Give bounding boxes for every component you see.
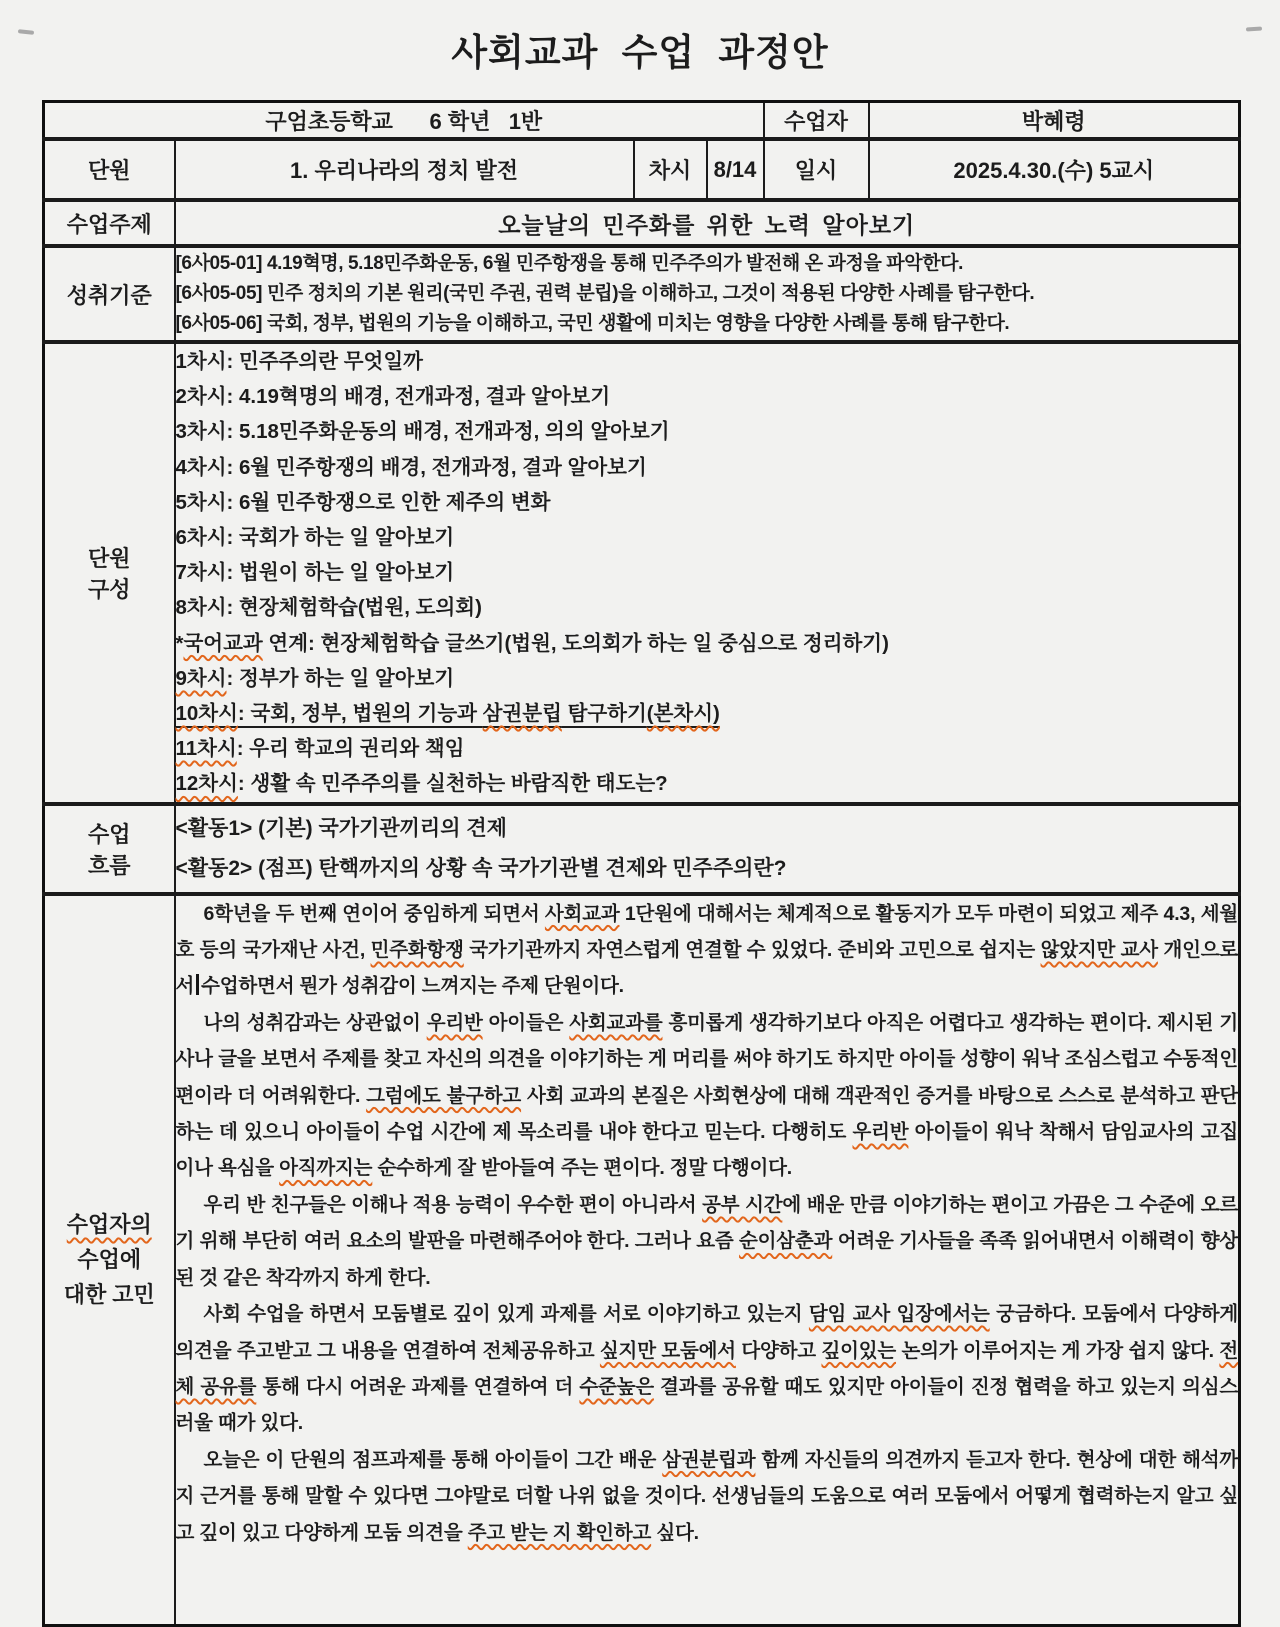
spellcheck-squiggle-text: 민주화항쟁 [370,939,464,962]
reflection-row [44,894,1240,1626]
spellcheck-squiggle-text: 우리반 [426,1011,483,1034]
unit-item-4: 4차시: 6월 민주항쟁의 배경, 전개과정, 결과 알아보기 [175,455,647,479]
unit-structure-label-cell [44,342,175,804]
teacher-name-cell: 박혜령 [869,102,1240,140]
topic-label-cell: 수업주제 [44,200,175,246]
lesson-flow-label-line-2: 흐름 [87,852,131,878]
unit-item-9: 9차시: 정부가 하는 일 알아보기 [175,666,455,690]
lesson-plan-table [42,100,1241,1627]
text-cursor-artifact [196,974,199,995]
spellcheck-squiggle-text: 아직까지는 [279,1157,373,1180]
reflection-paragraph-1: 6학년을 두 번째 연이어 중임하게 되면서 사회교과 1단원에 대해서는 체계적으로 활동지가 모두 마련이 되었고 제주 4.3, 세월호 등의 국가재난 사건, 민주화항쟁 국가기관까지 자연스럽게 연결할 수 있었다. 준비와 고민으로 쉽지는 않았지만 교사 개인으로서 수업하면서 뭔가 성취감이 느껴지는 주제 단원이다. [175,902,1238,998]
reflection-label-line-2: 수업에 [77,1247,142,1273]
activity-1: <활동1> (기본) 국가기관끼리의 견제 [175,816,507,840]
reflection-paragraph-3: 우리 반 친구들은 이해나 적용 능력이 우수한 편이 아니라서 공부 시간에 배운 만큼 이야기하는 편이고 가끔은 그 수준에 오르기 위해 부단히 여러 요소의 발판을 마련해주어야 한다. 그러나 요즘 순이삼춘과 어려운 기사들을 족족 읽어내면서 이해력이 향상된 것 같은 착각까지 하게 한다. [175,1193,1238,1289]
activity-2: <활동2> (점프) 탄핵까지의 상황 속 국가기관별 견제와 민주주의란? [175,856,787,880]
standard-item-1: [6사05-01] 4.19혁명, 5.18민주화운동, 6월 민주항쟁을 통해 민주주의가 발전해 온 과정을 파악한다. [175,253,963,274]
unit-item-5: 5차시: 6월 민주항쟁으로 인한 제주의 변화 [175,490,551,514]
unit-item-korean-link: *국어교과 연계: 현장체험학습 글쓰기(법원, 도의회가 하는 일 중심으로 정리하기) [175,631,889,655]
unit-label-cell: 단원 [44,139,175,200]
unit-item-6: 6차시: 국회가 하는 일 알아보기 [175,526,455,550]
unit-item-3: 3차시: 5.18민주화운동의 배경, 전개과정, 의의 알아보기 [175,420,670,444]
period-label-cell: 차시 [634,139,707,200]
spellcheck-squiggle-text: 수준높은 [579,1375,654,1398]
period-value-cell: 8/14 [707,139,764,200]
standards-row [44,246,1240,342]
unit-item-10-underlined-text: 10차시: 국회, 정부, 법원의 기능과 삼권분립 탐구하기(본차시) [175,702,720,726]
unit-item-10-current [176,696,1239,731]
page-title: 사회교과 수업 과정안 [451,32,829,73]
unit-item-12: 12차시: 생활 속 민주주의를 실천하는 바람직한 태도는? [175,772,668,796]
spellcheck-squiggle-text: 삼권분립 [482,702,562,726]
standard-item-2: [6사05-05] 민주 정치의 기본 원리(국민 주권, 권력 분립)을 이해하고, 그것이 적용된 다양한 사례를 탐구한다. [175,283,1035,304]
spellcheck-squiggle-text: 주고 받는 지 확인하고 [467,1521,652,1544]
spellcheck-squiggle-text: 않았지만 교사 [1040,939,1158,962]
topic-value-cell: 오늘날의 민주화를 위한 노력 알아보기 [175,200,1240,246]
spellcheck-squiggle-text: 9차시 [175,666,227,690]
unit-item-7: 7차시: 법원이 하는 일 알아보기 [175,561,455,585]
spellcheck-squiggle-text: (본차시) [646,702,720,726]
standards-content-cell [175,246,1240,342]
unit-item-8: 8차시: 현장체험학습(법원, 도의회) [175,596,482,620]
reflection-content-cell [175,894,1240,1626]
reflection-paragraph-4: 사회 수업을 하면서 모둠별로 깊이 있게 과제를 서로 이야기하고 있는지 담임 교사 입장에서는 궁금하다. 모둠에서 다양하게 의견을 주고받고 그 내용을 연결하여 전체공유하고 싶지만 모둠에서 다양하고 깊이있는 논의가 이루어지는 게 가장 쉽지 않다. 전체 공유를 통해 다시 어려운 과제를 연결하여 더 수준높은 결과를 공유할 때도 있지만 아이들이 진정 협력을 하고 있는지 의심스러울 때가 있다. [175,1303,1239,1435]
unit-structure-label-line-1: 단원 [87,545,131,571]
spellcheck-squiggle-text: 순이삼춘과 [739,1230,833,1253]
spellcheck-squiggle-text: 11차시 [175,737,237,761]
spellcheck-squiggle-text: 공부 시간 [702,1193,783,1216]
spellcheck-squiggle-text: 삼권분립과 [662,1448,756,1471]
date-label-cell: 일시 [764,139,869,200]
teacher-label-cell: 수업자 [764,102,869,140]
spellcheck-squiggle-text: 10차시 [175,702,238,726]
unit-info-row [44,139,1240,200]
standards-label-cell: 성취기준 [44,246,175,342]
spellcheck-squiggle-text: 싶지만 모둠에서 [599,1339,736,1362]
reflection-label-line-3: 대한 고민 [63,1282,155,1308]
unit-structure-row [44,342,1240,804]
reflection-paragraph-5: 오늘은 이 단원의 점프과제를 통해 아이들이 그간 배운 삼권분립과 함께 자신들의 의견까지 듣고자 한다. 현상에 대한 해석까지 근거를 통해 말할 수 있다면 그야말로 더할 나위 없을 것이다. 선생님들의 도움으로 여러 모둠에서 어떻게 협력하는지 알고 싶고 깊이 있고 다양하게 모둠 의견을 주고 받는 지 확인하고 싶다. [175,1448,1238,1544]
lesson-flow-content-cell [175,804,1240,894]
unit-item-1: 1차시: 민주주의란 무엇일까 [175,350,423,373]
spellcheck-squiggle-text: 12차시 [175,772,238,796]
lesson-flow-label-cell [44,804,175,894]
spellcheck-squiggle-text: 그럼에도 불구하고 [366,1084,522,1107]
reflection-label-line-1 [45,1207,174,1242]
unit-value-cell: 1. 우리나라의 정치 발전 [175,139,634,200]
unit-item-2: 2차시: 4.19혁명의 배경, 전개과정, 결과 알아보기 [175,385,611,409]
spellcheck-squiggle-text: 우리반 [852,1121,909,1144]
spellcheck-squiggle-text: 사회교과를 [569,1011,663,1034]
spellcheck-squiggle-text: 수업자의 [66,1212,152,1238]
spellcheck-squiggle-text: 담임 교사 입장에서는 [808,1303,990,1326]
lesson-flow-label-line-1: 수업 [87,821,131,847]
school-class-cell: 구엄초등학교 6 학년 1반 [44,102,764,140]
spellcheck-squiggle-text: 사회교과 [544,902,620,925]
spellcheck-squiggle-text: 전체 공유를 [175,1339,1238,1398]
standard-item-3: [6사05-06] 국회, 정부, 법원의 기능을 이해하고, 국민 생활에 미치는 영향을 다양한 사례를 통해 탐구한다. [175,313,1010,334]
lesson-flow-row [44,804,1240,894]
spellcheck-squiggle-text: 국어교과 [183,631,263,655]
date-value-cell: 2025.4.30.(수) 5교시 [869,139,1240,200]
school-row [44,102,1240,140]
unit-item-11: 11차시: 우리 학교의 권리와 책임 [175,737,465,761]
unit-structure-label-line-2: 구성 [87,576,131,602]
reflection-label-cell [44,894,175,1626]
unit-structure-content-cell [175,342,1240,804]
topic-row [44,200,1240,246]
spellcheck-squiggle-text: 깊이있는 [821,1339,897,1362]
reflection-paragraph-2: 나의 성취감과는 상관없이 우리반 아이들은 사회교과를 흥미롭게 생각하기보다 아직은 어렵다고 생각하는 편이다. 제시된 기사나 글을 보면서 주제를 찾고 자신의 의견을 이야기하는 게 머리를 써야 하기도 하지만 아이들 성향이 워낙 조심스럽고 수동적인 편이라 더 어려워한다. 그럼에도 불구하고 사회 교과의 본질은 사회현상에 대해 객관적인 증거를 바탕으로 스스로 분석하고 판단하는 데 있으니 아이들이 수업 시간에 제 목소리를 내야 한다고 믿는다. 다행히도 우리반 아이들이 워낙 착해서 담임교사의 고집이나 욕심을 아직까지는 순수하게 잘 받아들여 주는 편이다. 정말 다행이다. [175,1011,1239,1180]
